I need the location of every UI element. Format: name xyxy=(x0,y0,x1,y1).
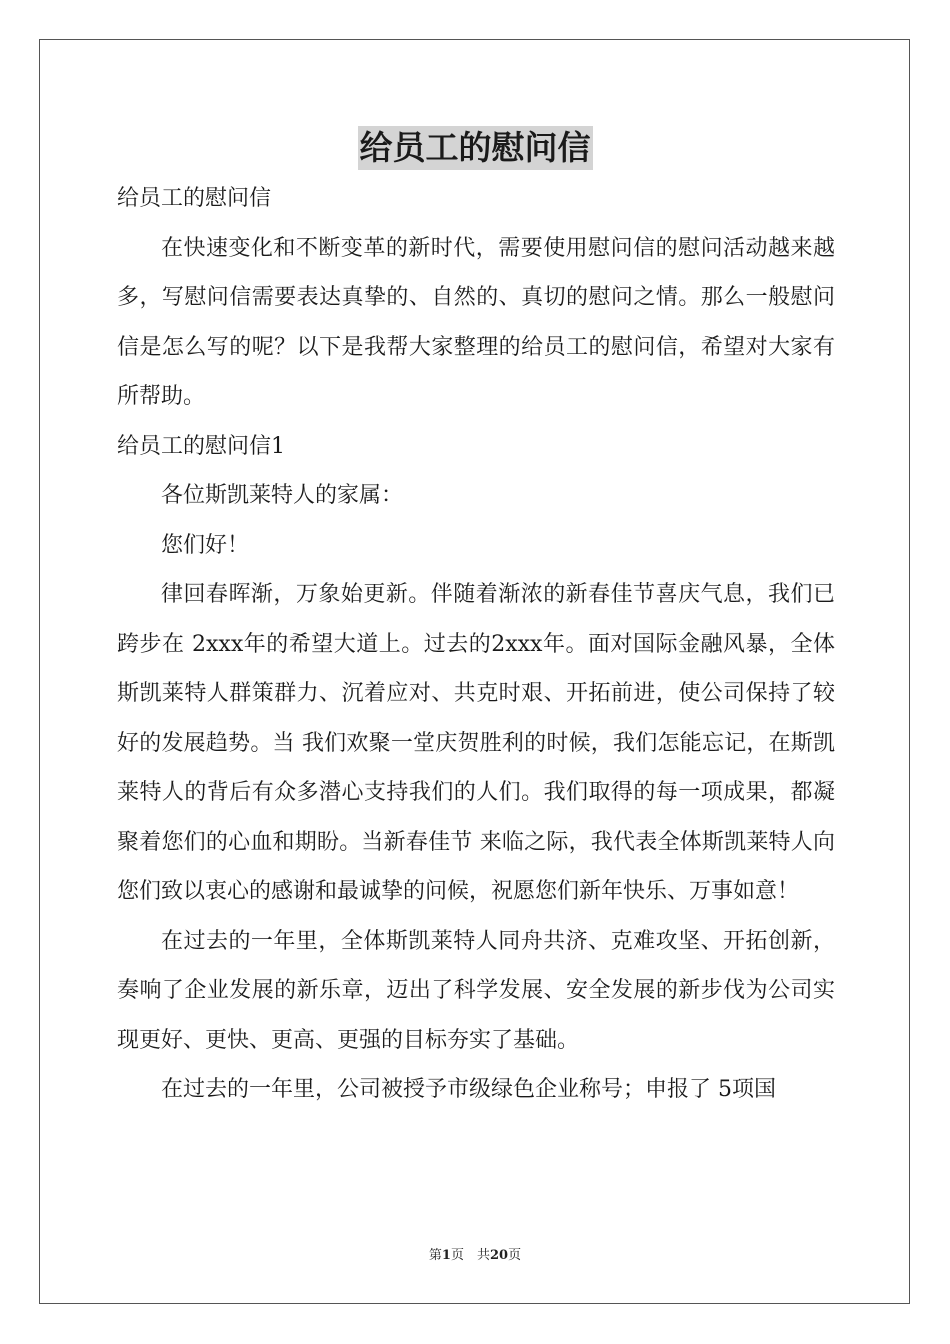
footer-current-page: 1 xyxy=(441,1248,451,1263)
footer-total-pages: 20 xyxy=(489,1248,509,1263)
body-paragraph: 各位斯凯莱特人的家属： xyxy=(161,483,404,508)
document-body xyxy=(117,174,835,1115)
body-paragraph: 在过去的一年里，公司被授予市级绿色企业称号；申报了 5项国 xyxy=(161,1077,776,1102)
page-footer xyxy=(0,1246,950,1266)
body-paragraph: 在过去的一年里，全体斯凯莱特人同舟共济、克难攻坚、开拓创新，奏响了企业发展的新乐章，迈出了科学发展、安全发展的新步伐为公司实现更好、更快、更高、更强的目标夯实了基础。 xyxy=(117,928,835,1053)
body-paragraph: 在快速变化和不断变革的新时代，需要使用慰问信的慰问活动越来越多，写慰问信需要表达真挚的、自然的、真切的慰问之情。那么一般慰问信是怎么写的呢？以下是我帮大家整理的给员工的慰问信，希望对大家有所帮助。 xyxy=(117,235,835,409)
document-title: 给员工的慰问信 xyxy=(358,126,593,170)
body-paragraph: 律回春晖渐，万象始更新。伴随着渐浓的新春佳节喜庆气息，我们已跨步在 2xxx年的希望大道上。过去的2xxx年。面对国际金融风暴，全体斯凯莱特人群策群力、沉着应对、共克时艰、开拓前进，使公司保持了较好的发展趋势。当 我们欢聚一堂庆贺胜利的时候，我们怎能忘记，在斯凯莱特人的背后有众多潜心支持我们的人们。我们取得的每一项成果，都凝聚着您们的心血和期盼。当新春佳节 来临之际，我代表全体斯凯莱特人向您们致以衷心的感谢和最诚挚的问候，祝愿您们新年快乐、万事如意！ xyxy=(117,582,835,904)
body-paragraph: 您们好！ xyxy=(161,532,250,558)
footer-page-mid: 页 共 xyxy=(450,1248,490,1263)
footer-page-suffix: 页 xyxy=(508,1248,522,1263)
title-area xyxy=(0,126,950,170)
footer-page-prefix: 第 xyxy=(428,1248,442,1263)
document-subtitle: 给员工的慰问信 xyxy=(117,186,272,211)
section-heading: 给员工的慰问信1 xyxy=(117,433,285,459)
